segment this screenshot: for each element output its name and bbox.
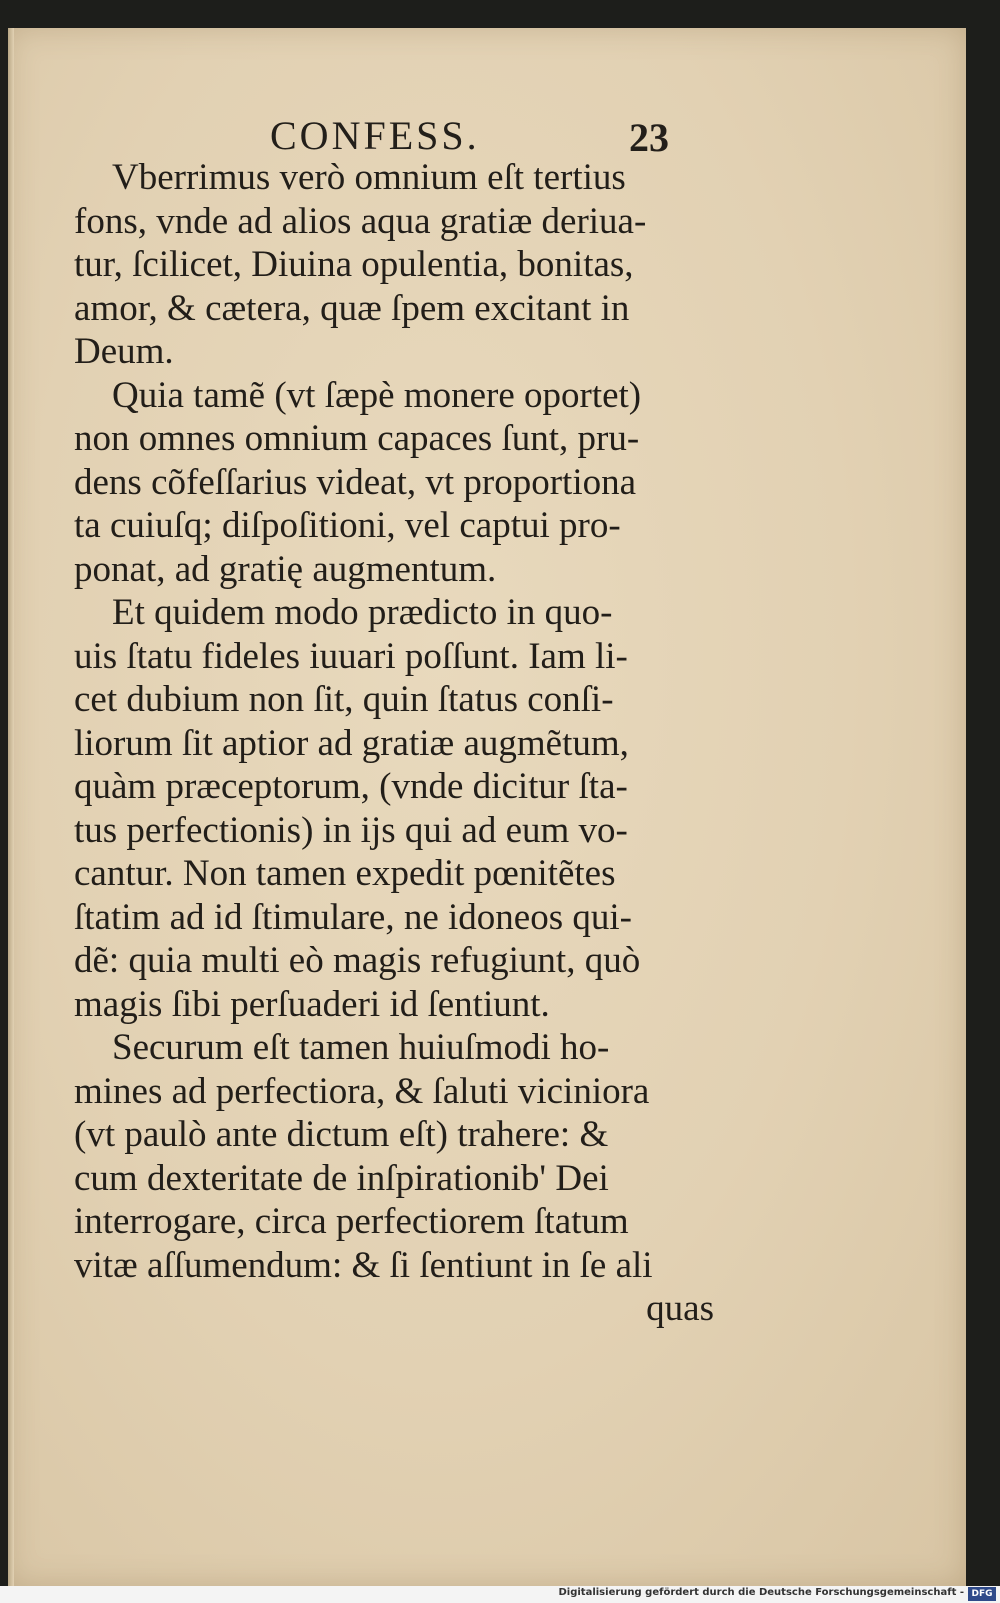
text-line: fons, vnde ad alios aqua gratiæ deriua- xyxy=(74,200,647,242)
text-line: ta cuiuſq; diſpoſitioni, vel captui pro- xyxy=(74,505,621,546)
text-line: dẽ: quia multi eò magis refugiunt, quò xyxy=(74,940,641,981)
text-line: ſtatim ad id ſtimulare, ne idoneos qui- xyxy=(74,896,632,938)
text-line: interrogare, circa perfectiorem ſtatum xyxy=(74,1201,629,1242)
page-edge-shadow xyxy=(8,28,14,1586)
text-line: quàm præceptorum, (vnde dicitur ſta- xyxy=(74,766,628,807)
text-line: liorum ſit aptior ad gratiæ augmẽtum, xyxy=(74,722,629,764)
text-line: non omnes omnium capaces ſunt, pru- xyxy=(74,418,640,459)
text-line: ponat, ad gratię augmentum. xyxy=(74,548,497,590)
text-line: cet dubium non ſit, quin ſtatus conſi- xyxy=(74,679,614,720)
text-line: tus perfectionis) in ijs qui ad eum vo- xyxy=(74,809,628,851)
text-line: Vberrimus verò omnium eſt tertius xyxy=(112,157,626,198)
text-line: cum dexteritate de inſpirationib' Dei xyxy=(74,1157,609,1199)
running-head: CONFESS. xyxy=(270,113,480,158)
text-line: uis ſtatu fideles iuuari poſſunt. Iam li- xyxy=(74,635,628,677)
text-line: vitæ aſſumendum: & ſi ſentiunt in ſe ali xyxy=(74,1244,653,1286)
text-line: dens cõfeſſarius videat, vt proportiona xyxy=(74,461,637,503)
text-line: tur, ſcilicet, Diuina opulentia, bonitas, xyxy=(74,244,634,285)
text-line: magis ſibi perſuaderi id ſentiunt. xyxy=(74,983,550,1025)
footer-credit: Digitalisierung gefördert durch die Deutsche Forschungsgemeinschaft - xyxy=(558,1587,964,1598)
dfg-logo-icon: DFG xyxy=(968,1587,996,1601)
text-line: Et quidem modo prædicto in quo- xyxy=(112,592,613,633)
page-number: 23 xyxy=(629,115,669,160)
text-line: Securum eſt tamen huiuſmodi ho- xyxy=(112,1027,610,1068)
text-line: cantur. Non tamen expedit pœnitẽtes xyxy=(74,853,616,894)
text-line: amor, & cætera, quæ ſpem excitant in xyxy=(74,287,630,329)
text-line: Deum. xyxy=(74,331,174,372)
catchword: quas xyxy=(646,1288,714,1329)
text-line: Quia tamẽ (vt ſæpè monere oportet) xyxy=(112,374,642,416)
body-text xyxy=(74,156,714,1331)
text-line: mines ad perfectiora, & ſaluti viciniora xyxy=(74,1070,650,1112)
text-line: (vt paulò ante dictum eſt) trahere: & xyxy=(74,1114,609,1155)
